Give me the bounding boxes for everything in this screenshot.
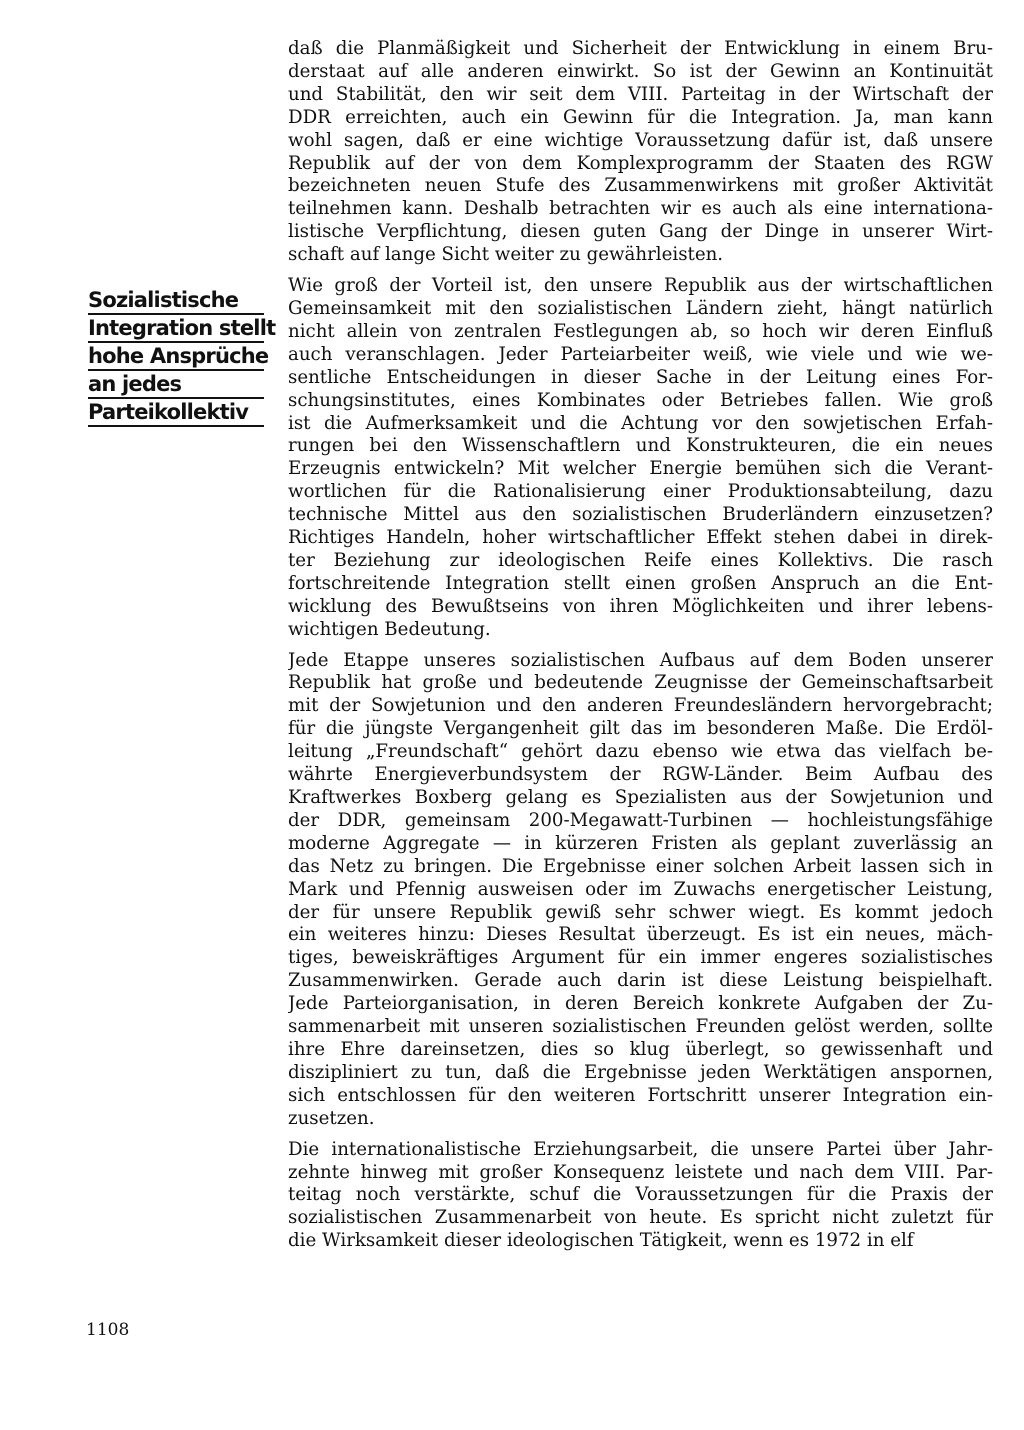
text-line: zehnte hinweg mit großer Konsequenz leistete und nach dem VIII. Par- xyxy=(288,1161,993,1183)
text-line: rungen bei den Wissenschaftlern und Konstrukteuren, die ein neues xyxy=(288,435,993,457)
text-line: mit der Sowjetunion und den anderen Freundesländern hervorgebracht; xyxy=(288,695,993,717)
text-line: sentliche Entscheidungen in dieser Sache in der Leitung eines For- xyxy=(288,366,993,388)
text-line: Jede Etappe unseres sozialistischen Aufbaus auf dem Boden unserer xyxy=(288,649,993,671)
text-line: Gemeinsamkeit mit den sozialistischen Ländern zieht, hängt natürlich xyxy=(288,297,993,319)
text-line: Zusammenwirken. Gerade auch darin ist diese Leistung beispielhaft. xyxy=(288,970,993,992)
text-line: sammenarbeit mit unseren sozialistischen Freunden gelöst werden, sollte xyxy=(288,1016,993,1038)
text-line: zusetzen. xyxy=(288,1107,375,1129)
text-line: leitung „Freundschaft“ gehört dazu ebenso wie etwa das vielfach be- xyxy=(288,741,993,763)
text-line: wicklung des Bewußtseins von ihren Möglichkeiten und ihrer lebens- xyxy=(288,595,993,617)
text-line: der DDR, gemeinsam 200-Megawatt-Turbinen — hochleistungsfähige xyxy=(288,809,993,831)
text-line: für die jüngste Vergangenheit gilt das im besonderen Maße. Die Erdöl- xyxy=(288,718,993,740)
text-line: sozialistischen Zusammenarbeit von heute. Es spricht nicht zuletzt für xyxy=(288,1207,993,1229)
margin-note-line: Parteikollektiv xyxy=(88,400,264,427)
text-line: technische Mittel aus den sozialistischen Bruderländern einzusetzen? xyxy=(288,504,993,526)
text-line: auch veranschlagen. Jeder Parteiarbeiter weiß, wie viele und wie we- xyxy=(288,343,993,365)
text-line: Kraftwerkes Boxberg gelang es Spezialisten aus der Sowjetunion und xyxy=(288,787,993,808)
text-line: und Stabilität, den wir seit dem VIII. Parteitag in der Wirtschaft der xyxy=(288,83,993,105)
text-line: währte Energieverbundsystem der RGW-Länder. Beim Aufbau des xyxy=(288,764,993,786)
text-line: Wie groß der Vorteil ist, den unsere Republik aus der wirtschaftlichen xyxy=(288,275,993,297)
text-line: das Netz zu bringen. Die Ergebnisse einer solchen Arbeit lassen sich in xyxy=(288,855,993,877)
text-line: daß die Planmäßigkeit und Sicherheit der Entwicklung in einem Bru- xyxy=(288,38,993,59)
text-line: teitag noch verstärkte, schuf die Voraussetzungen für die Praxis der xyxy=(288,1184,993,1206)
text-line: sich entschlossen für den weiteren Fortschritt unserer Integration ein- xyxy=(288,1084,993,1106)
text-line: schaft auf lange Sicht weiter zu gewährleisten. xyxy=(288,244,724,266)
text-line: Jede Parteiorganisation, in deren Bereich konkrete Aufgaben der Zu- xyxy=(288,993,993,1015)
text-line: Mark und Pfennig ausweisen oder im Zuwachs energetischer Leistung, xyxy=(288,878,993,900)
body-text xyxy=(288,38,993,1261)
margin-note-line: Integration stellt xyxy=(88,316,264,343)
page-number: 1108 xyxy=(86,1320,130,1340)
text-line: ihre Ehre dareinsetzen, dies so klug überlegt, so gewissenhaft und xyxy=(288,1038,993,1060)
text-line: fortschreitende Integration stellt einen großen Anspruch an die Ent- xyxy=(288,572,993,594)
text-line: bezeichneten neuen Stufe des Zusammenwirkens mit großer Aktivität xyxy=(288,175,993,197)
text-line: Die internationalistische Erziehungsarbeit, die unsere Partei über Jahr- xyxy=(288,1138,993,1160)
text-line: der für unsere Republik gewiß sehr schwer wiegt. Es kommt jedoch xyxy=(288,901,993,923)
paragraph xyxy=(288,38,993,267)
text-line: ter Beziehung zur ideologischen Reife eines Kollektivs. Die rasch xyxy=(288,549,993,571)
text-line: ist die Aufmerksamkeit und die Achtung vor den sowjetischen Erfah- xyxy=(288,412,993,434)
text-line: DDR erreichten, auch ein Gewinn für die Integration. Ja, man kann xyxy=(288,106,993,128)
text-line: listische Verpflichtung, diesen guten Gang der Dinge in unserer Wirt- xyxy=(288,221,993,243)
text-line: diszipliniert zu tun, daß die Ergebnisse jeden Werktätigen anspornen, xyxy=(288,1061,993,1083)
text-line: die Wirksamkeit dieser ideologischen Tätigkeit, wenn es 1972 in elf xyxy=(288,1230,914,1252)
text-line: Republik auf der von dem Komplexprogramm der Staaten des RGW xyxy=(288,152,993,174)
text-line: tiges, beweiskräftiges Argument für ein immer engeres sozialistisches xyxy=(288,947,993,969)
text-line: ein weiteres hinzu: Dieses Resultat überzeugt. Es ist ein neues, mäch- xyxy=(288,924,993,946)
text-line: Erzeugnis entwickeln? Mit welcher Energie bemühen sich die Verant- xyxy=(288,458,993,480)
text-line: wohl sagen, daß er eine wichtige Voraussetzung dafür ist, daß unsere xyxy=(288,129,993,151)
paragraph xyxy=(288,650,993,1131)
paragraph xyxy=(288,275,993,642)
text-line: wortlichen für die Rationalisierung einer Produktionsabteilung, dazu xyxy=(288,481,993,503)
text-line: nicht allein von zentralen Festlegungen ab, so hoch wir deren Einfluß xyxy=(288,320,993,342)
margin-note-line: Sozialistische xyxy=(88,288,264,315)
text-line: schungsinstitutes, eines Kombinates oder Betriebes fallen. Wie groß xyxy=(288,389,993,411)
text-line: derstaat auf alle anderen einwirkt. So ist der Gewinn an Kontinuität xyxy=(288,60,993,82)
text-line: moderne Aggregate — in kürzeren Fristen als geplant zuverlässig an xyxy=(288,832,993,854)
text-line: teilnehmen kann. Deshalb betrachten wir es auch als eine internationa- xyxy=(288,198,993,220)
text-line: Republik hat große und bedeutende Zeugnisse der Gemeinschaftsarbeit xyxy=(288,672,993,694)
margin-note-line: an jedes xyxy=(88,372,264,399)
paragraph xyxy=(288,1139,993,1254)
margin-note-line: hohe Ansprüche xyxy=(88,344,264,371)
text-line: wichtigen Bedeutung. xyxy=(288,618,491,640)
margin-note xyxy=(88,288,276,428)
text-line: Richtiges Handeln, hoher wirtschaftlicher Effekt stehen dabei in direk- xyxy=(288,527,993,549)
